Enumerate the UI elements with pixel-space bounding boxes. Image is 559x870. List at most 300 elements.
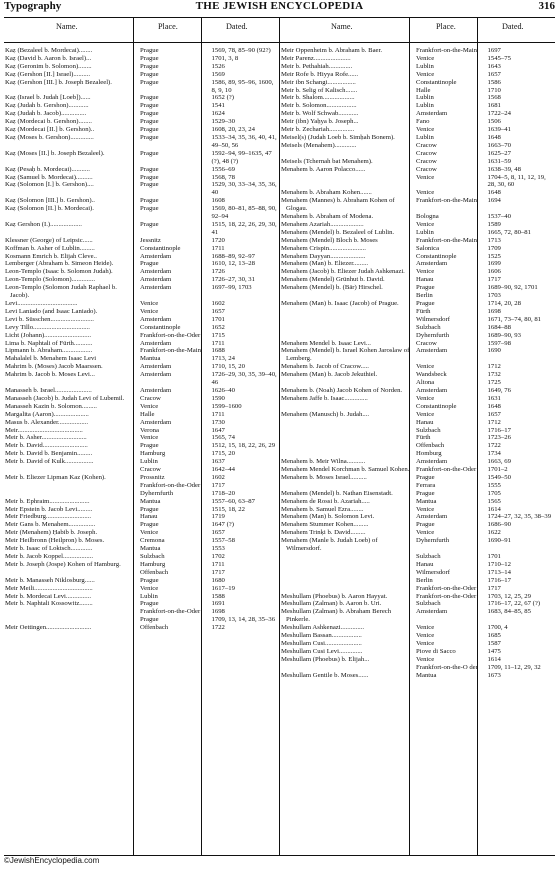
date-range: 1702 — [211, 553, 225, 560]
printer-name: Meir b. Jacob Koppel.................. — [5, 553, 94, 560]
date-range: 1690 — [487, 347, 501, 355]
table-row — [281, 553, 555, 561]
table-row — [281, 308, 555, 316]
place-name: Venice — [416, 220, 435, 228]
table-row — [281, 419, 555, 427]
place-name: Venice — [416, 632, 435, 640]
place-name: Amsterdam — [416, 458, 448, 466]
printer-name — [5, 608, 137, 616]
table-row — [281, 387, 555, 395]
place-name: Venice — [140, 434, 159, 442]
place-name: Hanau — [416, 560, 434, 568]
place-name: Prague — [140, 576, 159, 584]
place-name: Venice — [140, 529, 159, 537]
place-name: Sulzbach — [140, 553, 165, 560]
date-range: 1717 — [211, 481, 225, 489]
table-row — [281, 506, 555, 514]
printer-name: Menahem (Mannes) b. Abraham Kohen of Glogau. — [281, 197, 395, 213]
date-range: 1713–14 — [487, 568, 511, 576]
printer-name: Menahem (Mendel) b. Israel Kohen Jaroslaw of Lemberg. — [281, 347, 410, 363]
printer-name: Kaẓ (Solomon [II.] b. Mordecai). — [5, 205, 94, 213]
place-name: Prague — [140, 78, 159, 86]
date-range: 1549–50 — [487, 473, 511, 481]
place-name: Prague — [140, 62, 159, 70]
table-row — [281, 55, 555, 63]
date-range: 1711 — [211, 560, 225, 568]
printer-name: Meshullam (Phoebus) b. Elijah... — [281, 655, 370, 663]
place-name: Mantua — [140, 497, 161, 505]
date-range: 1709 — [487, 244, 501, 252]
printer-name — [281, 308, 413, 316]
place-name: Amsterdam — [140, 363, 172, 371]
date-range: 1726 — [211, 268, 225, 276]
printer-name: Kaẓ (Judah b. Jacob)............... — [5, 110, 87, 118]
right-name-heading: Name. — [331, 22, 353, 31]
date-range: 1698 — [211, 608, 225, 616]
page-number: 316 — [538, 0, 555, 12]
printer-name — [281, 324, 413, 332]
place-name: Prossnitz — [140, 473, 165, 481]
table-row — [281, 237, 555, 245]
date-range: 1525 — [487, 252, 501, 260]
place-name: Prague — [140, 126, 159, 134]
table-row — [5, 221, 279, 237]
printer-name: Menahem (Man) b. Solomon Levi. — [281, 513, 375, 521]
place-name: Prague — [140, 181, 159, 189]
place-name: Mantua — [416, 671, 437, 679]
table-row — [5, 561, 279, 569]
table-row — [5, 237, 279, 245]
printer-name: Meshullam (Zalman) b. Abraham Berech Pinkerle. — [281, 608, 392, 624]
place-name: Cracow — [416, 149, 437, 157]
table-row — [5, 537, 279, 545]
place-name: Amsterdam — [140, 418, 172, 426]
date-range: 1725 — [487, 379, 501, 387]
table-row — [281, 466, 555, 474]
printer-name — [281, 434, 413, 442]
place-name: Venice — [416, 505, 435, 513]
table-row — [281, 118, 555, 126]
date-range: 1717 — [487, 584, 501, 592]
place-name: Hanau — [416, 276, 434, 284]
place-name: Venice — [416, 639, 435, 647]
table-row — [5, 332, 279, 340]
place-name: Frankfort-on-the-Oder — [140, 481, 201, 489]
place-name: Cracow — [416, 339, 437, 347]
place-name: Venice — [416, 529, 435, 537]
date-range: 1602 — [211, 473, 225, 481]
place-name: Hamburg — [140, 450, 166, 458]
date-range: 1626–40 — [211, 386, 235, 394]
table-row — [5, 316, 279, 324]
printer-name: Menahem b. Abraham of Modena. — [281, 213, 374, 221]
date-range: 1726–27, 30, 31 — [211, 276, 255, 284]
table-row — [281, 529, 555, 537]
printer-name: Menahem b. Jacob of Cracow..... — [281, 363, 369, 371]
date-range: 1569, 80–81, 85–88, 90, 92–94 — [211, 205, 277, 221]
printer-name: Meir b. Shalom................... — [281, 94, 355, 102]
printer-name: Licht (Johann)............................ — [5, 331, 91, 339]
printer-name: Meir Meili................................... — [5, 584, 93, 592]
date-range: 1588 — [211, 592, 225, 600]
printer-name: Kaẓ (Mordecai [II.] b. Gershon).. — [5, 126, 95, 134]
date-range: 1568, 78 — [211, 173, 235, 181]
printer-name: Kaẓ (Moses [II.] b. Joseph Bezaleel). — [5, 149, 105, 157]
printer-name — [5, 466, 137, 474]
table-row — [281, 47, 555, 55]
date-range: 1643 — [487, 62, 501, 70]
table-row — [5, 253, 279, 261]
printer-name: Manasseh b. Israel...................... — [5, 386, 92, 394]
table-row — [281, 87, 555, 95]
printer-name — [281, 419, 413, 427]
table-row — [281, 664, 555, 672]
table-row — [5, 387, 279, 395]
date-range: 1698 — [487, 307, 501, 315]
table-row — [5, 118, 279, 126]
date-range: 1723–26 — [487, 434, 511, 442]
table-row — [5, 403, 279, 411]
place-name: Prague — [140, 521, 159, 529]
place-name: Venice — [140, 300, 159, 307]
printer-name: Meir b. Isaac of Loktsch............. — [5, 545, 93, 553]
place-name: Halle — [416, 86, 431, 94]
date-range: 1475 — [487, 647, 501, 655]
table-row — [5, 616, 279, 624]
table-row — [5, 474, 279, 482]
table-row — [5, 553, 279, 561]
printer-name: Menahem b. Meir Wilna........... — [281, 458, 366, 466]
printer-name — [281, 379, 413, 387]
place-name: Venice — [416, 70, 435, 78]
table-row — [5, 450, 279, 458]
table-row — [281, 427, 555, 435]
table-row — [5, 276, 279, 284]
date-range: 1515, 18, 22, 26, 29, 30, 41 — [211, 220, 277, 236]
table-row — [5, 521, 279, 529]
printer-name: Mahalalel b. Menahem Isaac Levi — [5, 355, 97, 363]
table-row — [281, 593, 555, 601]
place-name: Offenbach — [140, 624, 169, 632]
table-row — [281, 197, 555, 213]
place-name: Offenbach — [140, 568, 169, 576]
place-name: Sulzbach — [416, 426, 441, 434]
printer-name: Menahem (Jacob) b. Eliezer Judah Ashkenazi. — [281, 268, 405, 276]
table-row — [5, 363, 279, 371]
place-name: Prague — [140, 197, 159, 205]
date-range: 1587 — [487, 639, 501, 647]
table-row — [5, 181, 279, 197]
printer-name: Meir b. Zechariah............... — [281, 126, 355, 134]
printer-name — [281, 427, 413, 435]
place-name: Mantua — [140, 545, 161, 553]
table-row — [281, 150, 555, 158]
date-range: 1697–99, 1703 — [211, 284, 252, 292]
right-place-heading: Place. — [436, 22, 456, 31]
place-name: Lublin — [140, 458, 158, 466]
place-name: Bologna — [416, 213, 439, 221]
place-name: Prague — [140, 442, 159, 450]
printer-name: Kaẓ (Judah b. Gershon)............ — [5, 102, 89, 110]
date-range: 1569 — [211, 70, 225, 78]
table-row — [281, 276, 555, 284]
table-row — [5, 600, 279, 608]
printer-name: Menahem (Man) b. Isaac (Jacob) of Prague. — [281, 300, 399, 307]
date-range: 1553 — [211, 545, 225, 553]
table-row — [5, 395, 279, 403]
printer-name: Menahem Mendel Korchman b. Samuel Kohen. — [281, 466, 410, 474]
table-row — [281, 260, 555, 268]
place-name: Prague — [140, 165, 159, 173]
date-range: 1711 — [211, 339, 225, 347]
printer-name: Menahem (Mendel) Bloch b. Moses — [281, 236, 378, 244]
date-range: 1715 — [211, 331, 225, 339]
date-range: 1673 — [487, 671, 501, 679]
table-row — [281, 648, 555, 656]
table-row — [281, 102, 555, 110]
table-row — [281, 513, 555, 521]
place-name: Hamburg — [140, 560, 166, 568]
place-name: Prague — [140, 616, 159, 624]
table-row — [281, 656, 555, 664]
left-name-heading: Name. — [56, 22, 78, 31]
date-range: 1713, 24 — [211, 355, 235, 363]
table-row — [5, 347, 279, 355]
date-range: 1557–58 — [211, 537, 235, 545]
place-name: Prague — [140, 173, 159, 181]
printer-name — [281, 569, 413, 577]
table-row — [281, 110, 555, 118]
printer-name: Levi Laniado (and Isaac Laniado). — [5, 307, 98, 315]
date-range: 1701–2 — [487, 466, 508, 474]
printer-name: Menahem de Rossi b. Azariah..... — [281, 497, 370, 505]
printer-name: Meir Epstein b. Jacob Levi......... — [5, 505, 93, 513]
place-name: Halle — [140, 410, 155, 418]
printer-name: Kaẓ (Pesaḥ b. Mordecai)........... — [5, 165, 90, 173]
place-name: Dyhernfurth — [416, 331, 450, 339]
printer-name: Meir b. Ephraim........................ — [5, 497, 90, 505]
printer-name: Meir ibn Schangi................. — [281, 78, 356, 86]
place-name: Fano — [416, 118, 430, 126]
table-row — [5, 466, 279, 474]
printer-name — [281, 316, 413, 324]
date-range: 1599–1600 — [211, 402, 242, 410]
printer-name: Meir b. Manasseh Niklosburg...... — [5, 576, 95, 584]
date-range: 1608 — [211, 197, 225, 205]
table-row — [5, 506, 279, 514]
table-row — [281, 126, 555, 134]
table-row — [5, 498, 279, 506]
date-range: 1515, 18, 22 — [211, 505, 245, 513]
date-range: 1718–20 — [211, 489, 235, 497]
printer-name: Meshullam Bassan.................. — [281, 632, 362, 640]
table-row — [281, 363, 555, 371]
table-row — [5, 79, 279, 95]
table-row — [5, 529, 279, 537]
table-row — [5, 577, 279, 585]
center-divider — [279, 17, 280, 855]
date-range: 1689–90, 92, 1701 — [487, 284, 538, 292]
publication-title: THE JEWISH ENCYCLOPEDIA — [195, 0, 364, 12]
table-row — [281, 450, 555, 458]
printer-name: Kosmann Emrich b. Elijah Cleve.. — [5, 252, 97, 260]
place-name: Cracow — [416, 165, 437, 173]
place-name: Prague — [140, 505, 159, 513]
place-name: Prague — [140, 47, 159, 54]
printer-name: Menahem b. (Noah) Jacob Kohen of Norden. — [281, 386, 403, 394]
date-range: 1631–59 — [487, 157, 511, 165]
table-row — [281, 490, 555, 498]
printer-name — [281, 442, 413, 450]
printer-name: Kaẓ (Israel b. Judah [Loeb])...... — [5, 94, 91, 102]
date-range: 1722–24 — [487, 110, 511, 118]
date-range: 1648 — [487, 402, 501, 410]
place-name: Prague — [140, 110, 159, 118]
date-range: 1710 — [487, 86, 501, 94]
table-row — [5, 55, 279, 63]
printer-name: Koffman b. Asher of Lublin......... — [5, 244, 95, 252]
printer-name — [281, 664, 413, 672]
table-row — [5, 205, 279, 221]
date-range: 1720 — [211, 236, 225, 244]
printer-name: Meshullam Cusi Levi.............. — [281, 647, 363, 655]
printer-name: Leon-Templo (Isaac b. Solomon Judah). — [5, 268, 113, 276]
place-name: Prague — [140, 118, 159, 126]
table-row — [5, 585, 279, 593]
printer-name: Meir Heilbronn (Heilpron) b. Moses. — [5, 537, 105, 545]
table-row — [281, 371, 555, 379]
date-range: 1512, 15, 18, 22, 26, 29 — [211, 442, 276, 450]
printer-name: Menahem (Man) b. Jacob Jekuthiel. — [281, 371, 378, 379]
place-name: Venice — [416, 126, 435, 134]
printer-name — [281, 332, 413, 340]
printer-name: Meir b. Solomon.................. — [281, 102, 357, 110]
printer-name: Kaẓ (Solomon [I.] b. Gershon).... — [5, 181, 94, 189]
date-range: 1701 — [211, 315, 225, 323]
place-name: Ferrara — [416, 481, 436, 489]
table-row — [281, 585, 555, 593]
date-range: 1624 — [211, 110, 225, 118]
place-name: Lublin — [140, 592, 158, 600]
place-name: Prague — [416, 300, 435, 307]
date-range: 1648 — [487, 189, 501, 197]
table-row — [5, 63, 279, 71]
printer-name: Lima b. Naphtali of Fürth........... — [5, 339, 93, 347]
date-range: 1555 — [487, 481, 501, 489]
place-name: Amsterdam — [140, 339, 172, 347]
date-range: 1701, 3, 8 — [211, 54, 239, 62]
table-row — [281, 71, 555, 79]
table-row — [5, 545, 279, 553]
place-name: Venice — [140, 402, 159, 410]
date-range: 1712 — [487, 363, 501, 371]
place-name: Venice — [416, 173, 435, 181]
place-name: Mantua — [416, 497, 437, 505]
table-row — [5, 411, 279, 419]
printer-name: Menahem (Manusch) b. Judah.... — [281, 410, 370, 418]
table-row — [5, 284, 279, 300]
place-name: Prague — [140, 600, 159, 608]
place-name: Constantinople — [140, 244, 181, 252]
table-row — [5, 260, 279, 268]
printer-name: Kaẓ (David b. Aaron b. Israel)... — [5, 54, 92, 62]
place-name: Prague — [140, 149, 159, 157]
table-row — [5, 71, 279, 79]
printer-name: Meshullam (Phoebus) b. Aaron Hayyat. — [281, 592, 388, 600]
table-row — [5, 110, 279, 118]
printer-name: Lipmann b. Abraham.................. — [5, 347, 93, 355]
place-name: Frankfort-on-the-O der — [416, 663, 478, 671]
place-name: Sulzbach — [416, 553, 441, 560]
table-row — [281, 300, 555, 308]
table-row — [281, 474, 555, 482]
place-name: Venice — [416, 624, 435, 632]
table-row — [5, 174, 279, 182]
place-name: Lublin — [416, 94, 434, 102]
place-name: Constantinople — [140, 323, 181, 331]
printer-name: Menahem Trinķi b. David......... — [281, 529, 366, 537]
printer-name: Menahem (Mendel) Grünhut b. David. — [281, 276, 385, 284]
table-row — [281, 284, 555, 292]
place-name: Venice — [416, 410, 435, 418]
place-name: Dyhernfurth — [416, 537, 450, 545]
place-name: Frankfort-on-the-Main — [416, 236, 477, 244]
date-range: 1665, 72, 80–81 — [487, 228, 531, 236]
printer-name: Menahem (Manle b. Judah Loeb) of Wilmersdorf. — [281, 537, 378, 553]
table-row — [281, 395, 555, 403]
place-name: Lublin — [416, 228, 434, 236]
date-range: 1617–19 — [211, 584, 235, 592]
place-name: Frankfort-on-the-Oder — [416, 592, 477, 600]
place-name: Altona — [416, 379, 435, 387]
date-range: 1710–12 — [487, 560, 511, 568]
date-range: 1657 — [487, 70, 501, 78]
printer-name: Kaẓ (Bezaleel b. Mordecai)........ — [5, 47, 93, 54]
date-range: 1614 — [487, 505, 501, 513]
date-range: 1529–30 — [211, 118, 235, 126]
place-name: Cracow — [140, 466, 161, 474]
date-range: 1697 — [487, 47, 501, 54]
printer-name: Meir b. David b. Benjamin......... — [5, 450, 93, 458]
place-name: Dyhernfurth — [140, 489, 174, 497]
date-range: 1713 — [487, 236, 501, 244]
date-range: 1719 — [211, 513, 225, 521]
table-row — [5, 300, 279, 308]
printer-name: Menahem (Mendel) b. Nathan Eisenstadt. — [281, 489, 393, 497]
printer-name — [281, 292, 413, 300]
copyright-footer: ©JewishEncyclopedia.com — [4, 856, 100, 865]
date-range: 1715, 20 — [211, 450, 235, 458]
date-range: 1637 — [211, 458, 225, 466]
place-name: Frankfort-on-the-Main — [416, 47, 477, 54]
place-name: Wilmersdorf — [416, 568, 450, 576]
table-row — [5, 419, 279, 427]
date-range: 1614 — [487, 655, 501, 663]
place-name: Amsterdam — [140, 276, 172, 284]
printer-name: Menahem b. Aaron Polacco...... — [281, 165, 366, 173]
table-row — [5, 268, 279, 276]
table-row — [281, 403, 555, 411]
date-range: 1565 — [487, 497, 501, 505]
date-range: 1710, 15, 20 — [211, 363, 245, 371]
place-name: Venice — [416, 655, 435, 663]
date-range: 1590 — [211, 394, 225, 402]
date-range: 1690–91 — [487, 537, 511, 545]
printer-name: Mahrim b. (Moses) Jacob Maarssen. — [5, 363, 103, 371]
date-range: 1694 — [487, 197, 501, 205]
table-row — [281, 158, 555, 166]
printer-name: Meisels (Menahem)............. — [281, 141, 357, 149]
